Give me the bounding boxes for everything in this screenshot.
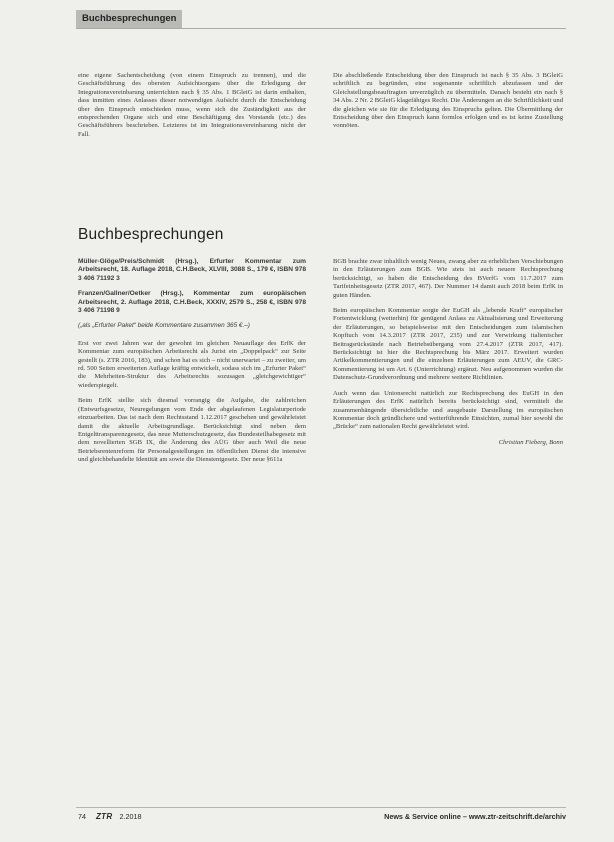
review-paragraph: Beim europäischen Kommentar sorgte der EuGH als „lebende Kraft“ europäischer Fortentwicklung (weiterhin) für genügend Anlass zu Aktualisierung und Erweiterung der Erläuterungen, so beispielsweise mit den Entscheidungen zum islamischen Kopftuch vom 14.3.2017 (ZTR 2017, 235) und zur Verwirkung italienischer Beitragsrückstände nach Betriebsübergang vom 27.4.2017 (ZTR 2017, 417). Berücksichtigt ist hier die Rechtsprechung bis März 2017. Erweitert wurden Artikelkommentierungen und die einzelnen Erläuterungen zum AEUV, die GRC-Kommentierung ist um Art. 6 (Unterrichtung) ergänzt. Neu aufgenommen wurden die Datenschutz-Grundverordnung und mehrere weitere Richtlinien. (333, 307, 563, 382)
header-rule (76, 28, 566, 29)
section-tab: Buchbesprechungen (76, 10, 182, 28)
continuation-left-column (78, 72, 306, 146)
journal-logo: ZTR (96, 812, 113, 821)
continuation-right-column (333, 72, 563, 138)
review-left-column (78, 258, 306, 472)
section-heading: Buchbesprechungen (78, 226, 224, 243)
footer-rule (76, 807, 566, 808)
book-citation: Müller-Glöge/Preis/Schmidt (Hrsg.), Erfurter Kommentar zum Arbeitsrecht, 18. Auflage 2018, C.H.Beck, XLVIII, 3088 S., 179 €, ISBN 978 3 406 71192 3 (78, 258, 306, 282)
continuation-right-text: Die abschließende Entscheidung über den Einspruch ist nach § 35 Abs. 3 BGleiG schriftlich zu begründen, eine sogenannte schriftlich abzufassen und der Gleichstellungsbeauftragten unverzüglich zu übermitteln. Danach besteht ein nach § 34 Abs. 2 Nr. 2 BGleiG klagefähiges Recht. Die Änderungen an die Schriftlichkeit und die gleichen wie sie für die Erledigung des Einspruchs gelten. Die Übermittlung der Entscheidung über den Einspruch kann formlos erfolgen und es ist keine Zustellung vonnöten. (333, 72, 563, 130)
review-paragraph: BGB brachte zwar inhaltlich wenig Neues, zwang aber zu erheblichen Verschiebungen in den Erläuterungen zum BGB. Wie stets ist auch neuere Rechtsprechung berücksichtigt, so haben die Entscheidung des BVerfG vom 11.7.2017 zum Tarifeinheitsgesetz (ZTR 2017, 467). Der Nummer 14 damit auch 2018 beim ErfK in guten Händen. (333, 258, 563, 299)
review-paragraph: Auch wenn das Unionsrecht natürlich zur Rechtsprechung des EuGH in den Erläuterungen des ErfK natürlich bereits berücksichtigt sind, vermittelt die zusammenhängende übersichtliche und ausgebaute Darstellung im europäischen Kommentar doch gründlichere und weiterführende Einsichten, zumal hier sowohl die „Brücke“ zum nationalen Recht gewährleistet wird. (333, 389, 563, 431)
page-number: 74 (78, 812, 86, 821)
review-paragraph: Erst vor zwei Jahren war der gewohnt im gleichen Neuauflage des ErfK der Kommentar zum europäischen Arbeitsrecht als Jurist ein „Doppelpack“ zur Seite gestellt (s. ZTR 2016, 183), und schon hat es sich – nicht unerwartet – zu zweiter, um rd. 500 Seiten erweiterten Auflage kräftig entwickelt, sodass sich im „Erfurter Paket“ die Mehrheiten-Struktur des Arbeitsrechts sozusagen „gleichgewichtiger“ wiederspiegelt. (78, 339, 306, 389)
book-citation: Franzen/Gallner/Oetker (Hrsg.), Kommentar zum europäischen Arbeitsrecht, 2. Auflage 2018, C.H.Beck, XXXIV, 2579 S., 258 €, ISBN 978 3 406 71198 9 (78, 290, 306, 315)
reviewer-signature: Christian Fieberg, Bonn (498, 438, 563, 446)
price-note: („als „Erfurter Paket“ beide Kommentare zusammen 365 €.–) (78, 322, 250, 330)
footer-archive-link[interactable]: News & Service online – www.ztr-zeitschrift.de/archiv (384, 812, 566, 821)
continuation-left-text: eine eigene Sachentscheidung (von einem Einspruch zu trennen), und die Geschäftsführung des obersten Aufsichtsorgans über die Erledigung der Integrationsvereinbarung unterrichten nach § 35 Abs. 1 BGleiG ist darin enthalten, dass inmitten eines Anlasses dieser notwendigen Aufsicht durch die Entscheidung über den Einspruch entschieden muss, wenn sich die Zuständigkeit aus der entsprechenden Organe sich und eine Beschäftigung des Vorstands (etc.) des Geschäftsführers beschrieben. Letzteres ist im Integrationsvereinbarung nicht der Fall. (78, 72, 306, 138)
issue-label: 2.2018 (119, 812, 142, 821)
footer-left (78, 812, 141, 821)
review-right-column (333, 258, 563, 447)
review-paragraph: Beim ErfK stellte sich diesmal vorrangig die Aufgabe, die zahlreichen (Entwurfsgesetze, Neuregelungen vom Ende der abgelaufenen Legislaturperiode einzuarbeiten. Das ist nach dem Rechtsstand 1.12.2017 geschehen und gewährleistet damit die aktuelle Arbeitsgrundlage. Berücksichtigt sind neben dem Entgelttransparenzgesetz, das neue Mutterschutzgesetz, das Bundesteilhabegesetz mit dem novellierten SGB IX, die Änderung des AÜG über auch Weil die neue Betriebsrentenreform für Personalgestellungen im öffentlichen Dienst die intensive und gleichbehandelte Identität am sowie die Dienstentgesetz. Der neue §611a (78, 397, 306, 464)
